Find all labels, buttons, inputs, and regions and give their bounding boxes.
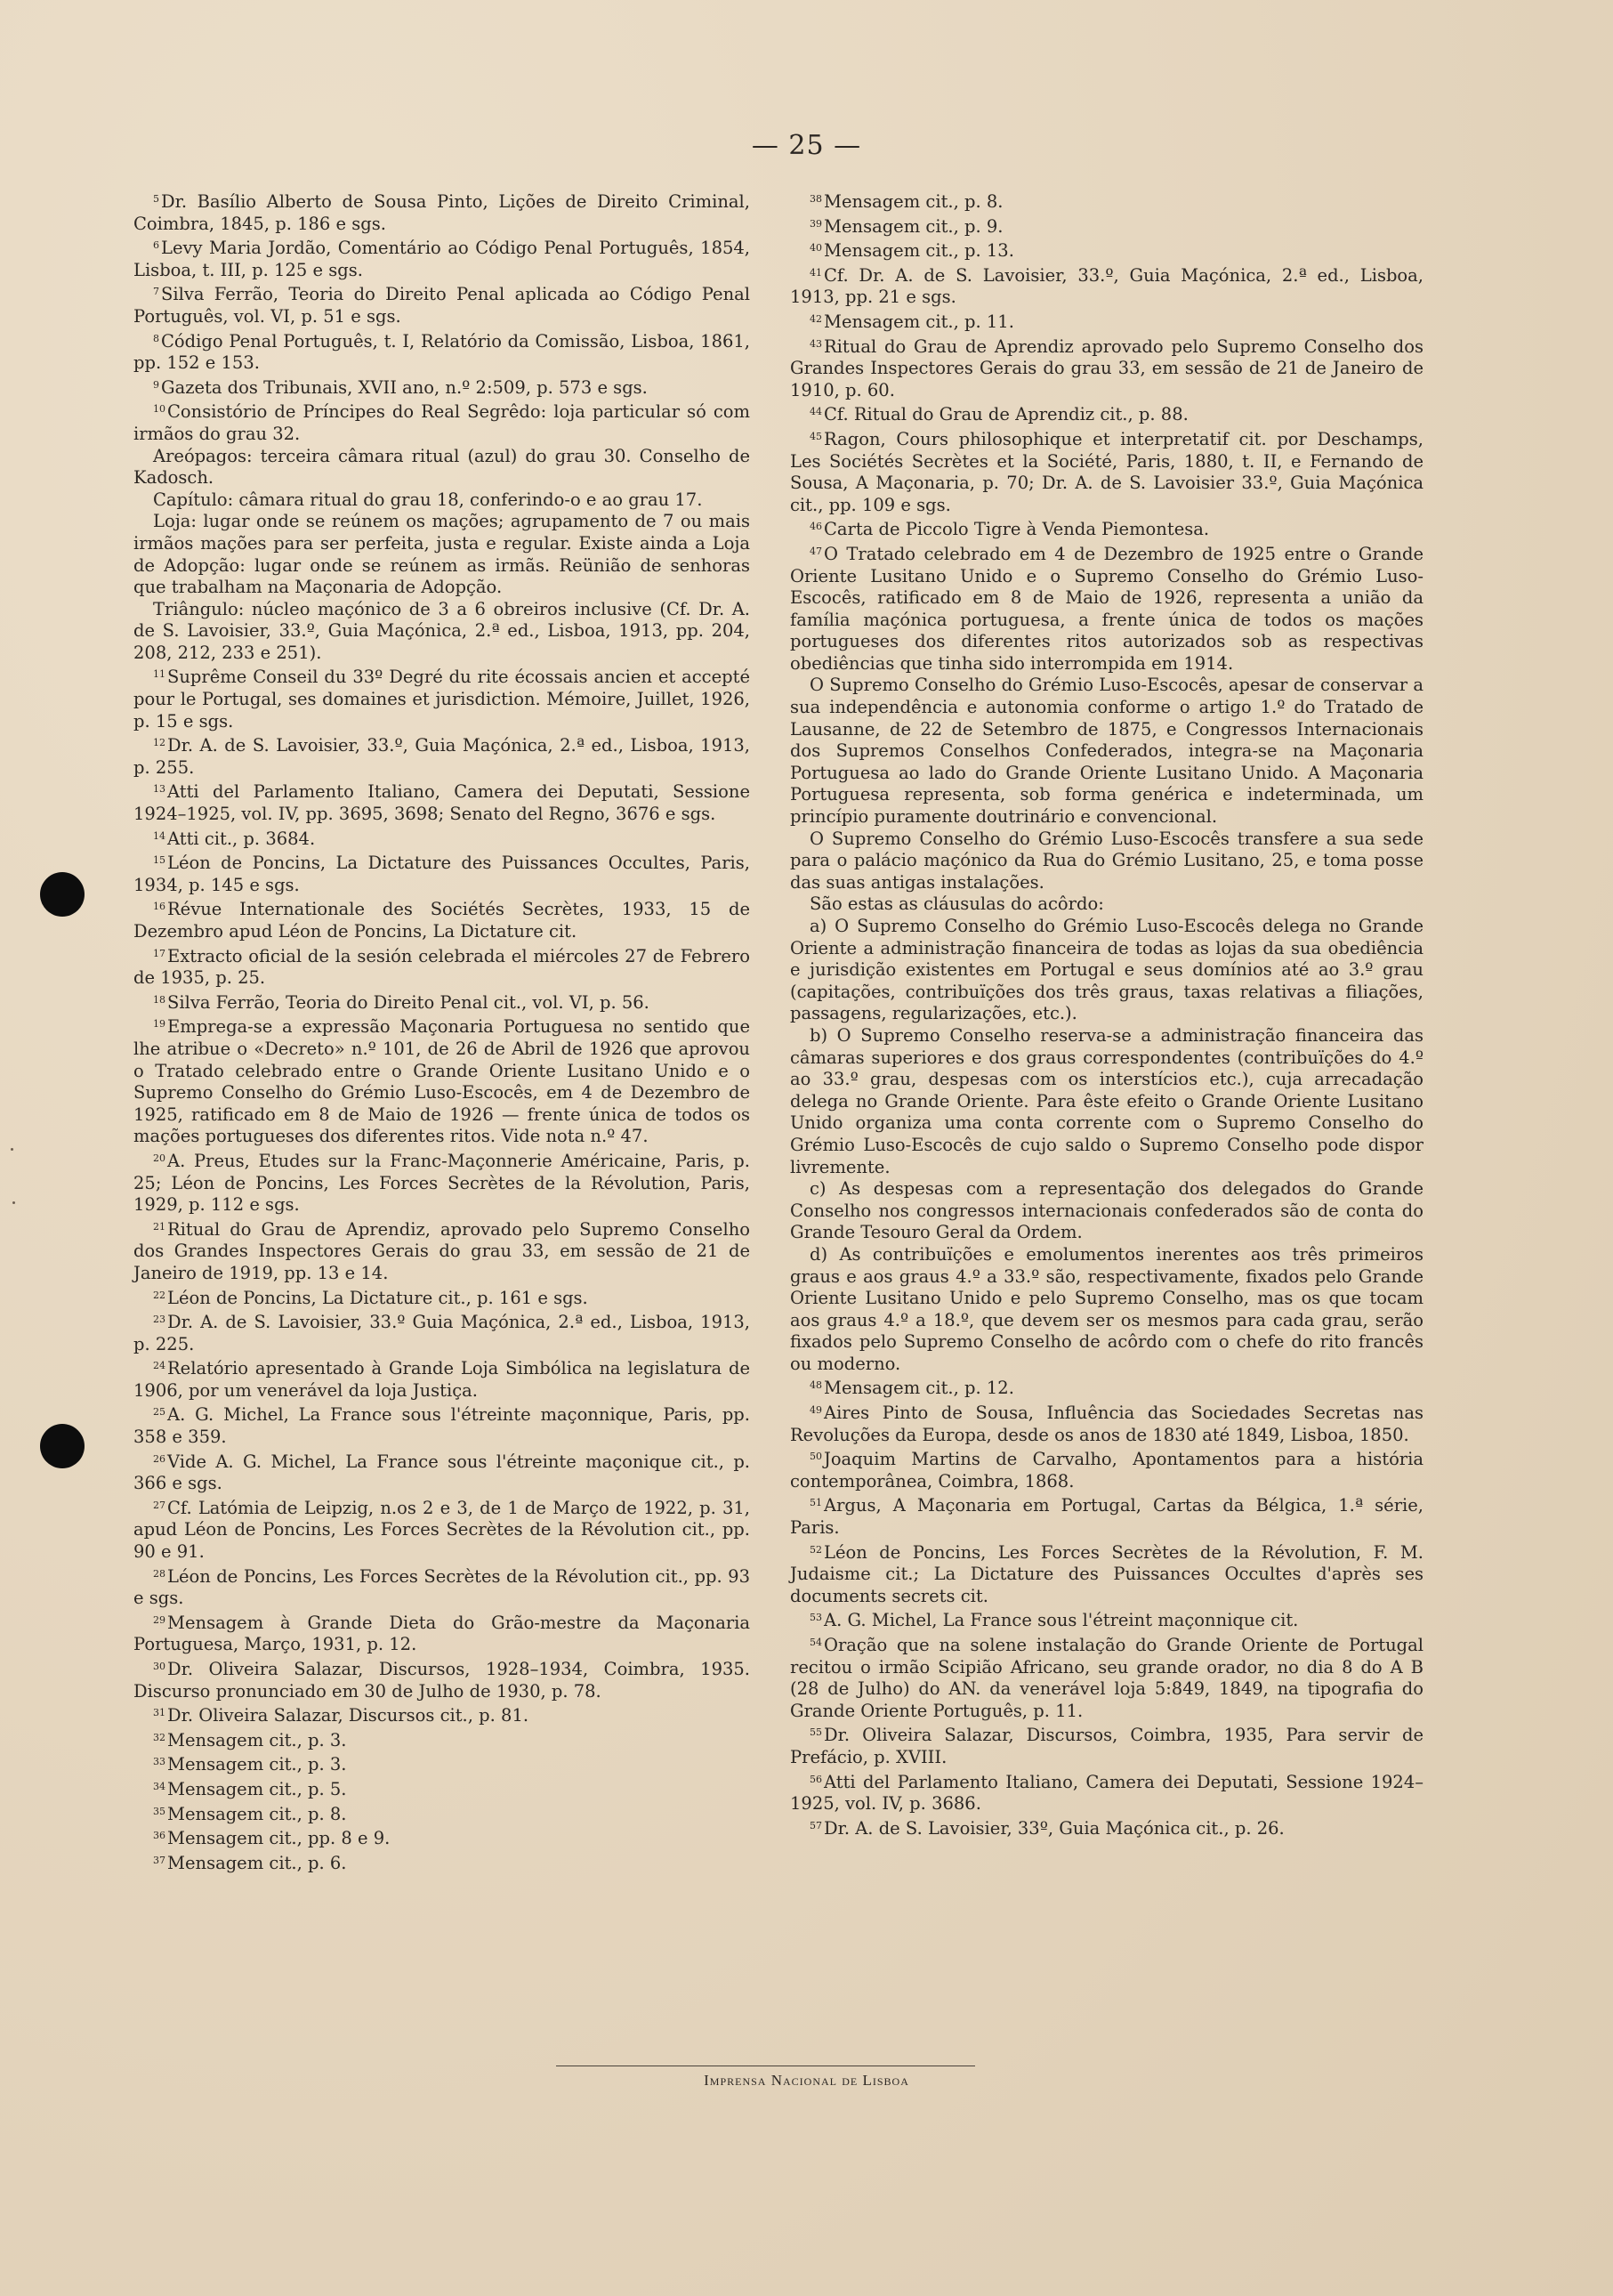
footnote-text: Silva Ferrão, Teoria do Direito Penal aplicada ao Código Penal Português, vol. VI, p. 51 e sgs. bbox=[133, 284, 750, 327]
footnote-entry bbox=[790, 1607, 1423, 1632]
footnote-number: 8 bbox=[153, 332, 159, 344]
footnote-text: Dr. A. de S. Lavoisier, 33º, Guia Maçónica cit., p. 26. bbox=[824, 1817, 1285, 1839]
footnote-number: 28 bbox=[153, 1567, 165, 1580]
footnote-text: Mensagem cit., p. 9. bbox=[824, 215, 1004, 237]
footnote-entry bbox=[133, 1656, 750, 1702]
footnote-entry bbox=[790, 1446, 1423, 1492]
footnote-entry bbox=[790, 238, 1423, 263]
footnote-text: Areópagos: terceira câmara ritual (azul) do grau 30. Conselho de Kadosch. bbox=[133, 445, 750, 489]
footnote-text: O Supremo Conselho do Grémio Luso-Escocês, apesar de conservar a sua independência e autonomia conforme o artigo 1.º do Tratado de Lausanne, de 22 de Setembro de 1875, e Congressos Internacionais dos Supremos Conselhos Confederados, integra-se na Maçonaria Portuguesa ao lado do Grande Oriente Lusitano Unido. A Maçonaria Portuguesa representa, sob forma genérica e indeterminada, um princípio puramente doutrinário e convencional. bbox=[790, 675, 1423, 828]
footnote-text: O Supremo Conselho do Grémio Luso-Escocês transfere a sua sede para o palácio maçónico da Rua do Grémio Lusitano, 25, e toma posse das suas antigas instalações. bbox=[790, 828, 1423, 893]
footnote-number: 50 bbox=[810, 1451, 822, 1463]
footnote-text: Capítulo: câmara ritual do grau 18, conferindo-o e ao grau 17. bbox=[153, 489, 703, 510]
footnote-text: Cf. Latómia de Leipzig, n.os 2 e 3, de 1 de Março de 1922, p. 31, apud Léon de Poncins, Les Forces Secrètes de la Révolution cit., pp. 90 e 91. bbox=[133, 1497, 750, 1563]
footnote-number: 15 bbox=[153, 854, 165, 867]
footnote-number: 7 bbox=[153, 286, 159, 298]
footnote-text: Révue Internationale des Sociétés Secrètes, 1933, 15 de Dezembro apud Léon de Poncins, La Dictature cit. bbox=[133, 899, 750, 942]
footnote-number: 46 bbox=[810, 521, 822, 533]
footnote-number: 14 bbox=[153, 829, 165, 842]
footnote-entry bbox=[133, 1217, 750, 1285]
footnote-text: Atti del Parlamento Italiano, Camera dei Deputati, Sessione 1924–1925, vol. IV, pp. 3695, 3698; Senato del Regno, 3676 e sgs. bbox=[133, 781, 750, 825]
footnote-entry bbox=[790, 916, 1423, 1025]
footnote-entry bbox=[790, 541, 1423, 675]
footnote-number: 38 bbox=[810, 193, 822, 205]
footnote-entry bbox=[133, 599, 750, 665]
footnote-entry bbox=[133, 446, 750, 489]
footnote-entry bbox=[790, 1375, 1423, 1400]
footnote-number: 19 bbox=[153, 1018, 165, 1031]
footnote-text: c) As despesas com a representação dos delegados do Grande Conselho nos congressos internacionais confederados são de conta do Grande Tesouro Geral da Ordem. bbox=[790, 1178, 1423, 1243]
footnote-number: 55 bbox=[810, 1726, 822, 1739]
footnote-text: Levy Maria Jordão, Comentário ao Código Penal Português, 1854, Lisboa, t. III, p. 125 e sgs. bbox=[133, 238, 750, 280]
footnote-entry bbox=[133, 1309, 750, 1355]
footnote-text: Código Penal Português, t. I, Relatório da Comissão, Lisboa, 1861, pp. 152 e 153. bbox=[133, 330, 750, 374]
page-number: — 25 — bbox=[751, 130, 862, 161]
footnote-number: 25 bbox=[153, 1406, 165, 1419]
footnote-text: Aires Pinto de Sousa, Influência das Sociedades Secretas nas Revoluções da Europa, desde os anos de 1830 até 1849, Lisboa, 1850. bbox=[790, 1403, 1423, 1445]
footnote-entry bbox=[133, 1776, 750, 1801]
footnote-entry bbox=[790, 1722, 1423, 1768]
footnote-entry bbox=[133, 1285, 750, 1310]
footnote-text: Relatório apresentado à Grande Loja Simbólica na legislatura de 1906, por um venerável da loja Justiça. bbox=[133, 1358, 750, 1401]
footnote-text: Dr. Oliveira Salazar, Discursos, Coimbra, 1935, Para servir de Prefácio, p. XVIII. bbox=[790, 1725, 1423, 1767]
footnote-number: 56 bbox=[810, 1773, 822, 1785]
footnote-entry bbox=[133, 189, 750, 235]
footnote-text: Consistório de Príncipes do Real Segrêdo: loja particular só com irmãos do grau 32. bbox=[133, 401, 750, 444]
footnote-entry bbox=[133, 1610, 750, 1656]
footnote-entry bbox=[133, 990, 750, 1015]
footnote-text: Joaquim Martins de Carvalho, Apontamentos para a história contemporânea, Coimbra, 1868. bbox=[790, 1449, 1423, 1492]
footnote-entry bbox=[133, 489, 750, 512]
footnote-entry bbox=[133, 1751, 750, 1776]
footnote-number: 11 bbox=[153, 668, 165, 681]
footnote-text: Léon de Poncins, La Dictature des Puissances Occultes, Paris, 1934, p. 145 e sgs. bbox=[133, 853, 750, 895]
footnote-text: Ritual do Grau de Aprendiz, aprovado pelo Supremo Conselho dos Grandes Inspectores Gerais do grau 33, em sessão de 21 de Janeiro de 1919, pp. 13 e 14. bbox=[133, 1218, 750, 1283]
footnote-text: Extracto oficial de la sesión celebrada el miércoles 27 de Febrero de 1935, p. 25. bbox=[133, 945, 750, 989]
footnote-entry bbox=[133, 1355, 750, 1402]
footnote-number: 9 bbox=[153, 378, 159, 391]
footnote-text: Suprême Conseil du 33º Degré du rite écossais ancien et accepté pour le Portugal, ses domaines et jurisdiction. Mémoire, Juillet, 1926, p. 15 e sgs. bbox=[133, 667, 750, 732]
footnote-number: 32 bbox=[153, 1731, 165, 1743]
footnote-number: 39 bbox=[810, 217, 822, 230]
footnote-entry bbox=[790, 309, 1423, 334]
footnote-text: Mensagem cit., p. 3. bbox=[167, 1729, 347, 1750]
paper-speck bbox=[11, 1148, 13, 1151]
footnote-entry bbox=[133, 1702, 750, 1727]
footnote-text: Mensagem cit., pp. 8 e 9. bbox=[167, 1828, 391, 1849]
footnote-text: Mensagem cit., p. 3. bbox=[167, 1754, 347, 1775]
footnote-number: 29 bbox=[153, 1613, 165, 1626]
footnote-text: Mensagem cit., p. 8. bbox=[824, 191, 1004, 212]
footnote-text: Léon de Poncins, Les Forces Secrètes de la Révolution, F. M. Judaisme cit.; La Dictature des Puissances Occultes d'après ses documents secrets cit. bbox=[790, 1541, 1423, 1606]
footnote-text: Atti cit., p. 3684. bbox=[167, 828, 316, 849]
footnote-number: 13 bbox=[153, 783, 165, 796]
footnote-entry bbox=[790, 401, 1423, 426]
footnote-number: 6 bbox=[153, 239, 159, 252]
footnote-text: Cf. Dr. A. de S. Lavoisier, 33.º, Guia Maçónica, 2.ª ed., Lisboa, 1913, pp. 21 e sgs. bbox=[790, 264, 1423, 308]
footnote-text: Ragon, Cours philosophique et interpretatif cit. por Deschamps, Les Sociétés Secrètes et la Société, Paris, 1880, t. II, e Fernando de Sousa, A Maçonaria, p. 70; Dr. A. de S. Lavoisier 33.º, Guia Maçónica cit., pp. 109 e sgs. bbox=[790, 428, 1423, 515]
footnote-entry bbox=[133, 511, 750, 598]
footnote-number: 18 bbox=[153, 993, 165, 1006]
footnote-entry bbox=[133, 896, 750, 942]
footnote-number: 44 bbox=[810, 406, 822, 418]
footnote-entry bbox=[790, 1815, 1423, 1840]
footnote-text: A. Preus, Etudes sur la Franc-Maçonnerie Américaine, Paris, p. 25; Léon de Poncins, Les Forces Secrètes de la Révolution, Paris, 1929, p. 112 e sgs. bbox=[133, 1150, 750, 1216]
footnote-number: 51 bbox=[810, 1497, 822, 1509]
footnote-entry bbox=[133, 1148, 750, 1217]
footnote-text: Argus, A Maçonaria em Portugal, Cartas da Bélgica, 1.ª série, Paris. bbox=[790, 1495, 1423, 1539]
footnote-text: Silva Ferrão, Teoria do Direito Penal cit., vol. VI, p. 56. bbox=[167, 991, 649, 1013]
footnote-number: 10 bbox=[153, 403, 165, 416]
footnote-text: Mensagem cit., p. 13. bbox=[824, 240, 1014, 262]
footnote-entry bbox=[133, 826, 750, 851]
footnote-entry bbox=[133, 1495, 750, 1564]
footnote-number: 31 bbox=[153, 1707, 165, 1719]
footnote-text: Cf. Ritual do Grau de Aprendiz cit., p. 88. bbox=[824, 404, 1189, 425]
footnote-number: 22 bbox=[153, 1289, 165, 1301]
footnote-entry bbox=[133, 375, 750, 400]
footnote-text: A. G. Michel, La France sous l'étreinte maçonnique, Paris, pp. 358 e 359. bbox=[133, 1404, 750, 1448]
footnote-number: 27 bbox=[153, 1499, 165, 1511]
footnote-entry bbox=[133, 1014, 750, 1148]
footnote-entry bbox=[790, 829, 1423, 894]
footnote-entry bbox=[790, 1178, 1423, 1244]
footnote-text: Triângulo: núcleo maçónico de 3 a 6 obreiros inclusive (Cf. Dr. A. de S. Lavoisier, 33.º, Guia Maçónica, 2.ª ed., Lisboa, 1913, pp. 204, 208, 212, 233 e 251). bbox=[133, 598, 750, 663]
footnote-entry bbox=[790, 1244, 1423, 1376]
footnote-entry bbox=[133, 399, 750, 445]
footnote-entry bbox=[790, 189, 1423, 214]
footnote-entry bbox=[790, 334, 1423, 402]
footnote-text: Mensagem cit., p. 11. bbox=[824, 311, 1014, 332]
footnote-number: 43 bbox=[810, 337, 822, 350]
footnote-text: Loja: lugar onde se reúnem os mações; agrupamento de 7 ou mais irmãos mações para ser perfeita, justa e regular. Existe ainda a Loja de Adopção: lugar onde se reúnem as irmãs. Reünião de senhoras que trabalham na Maçonaria de Adopção. bbox=[133, 511, 750, 598]
printer-imprint: Imprensa Nacional de Lisboa bbox=[704, 2072, 909, 2089]
footnote-entry bbox=[790, 1025, 1423, 1178]
footnote-text: São estas as cláusulas do acôrdo: bbox=[810, 893, 1104, 915]
footnote-number: 57 bbox=[810, 1819, 822, 1831]
footnote-number: 12 bbox=[153, 737, 165, 749]
footnote-text: Carta de Piccolo Tigre à Venda Piemontesa. bbox=[824, 519, 1210, 540]
footnote-text: Emprega-se a expressão Maçonaria Portuguesa no sentido que lhe atribue o «Decreto» n.º 101, de 26 de Abril de 1926 que aprovou o Tratado celebrado entre o Grande Oriente Lusitano Unido e o Supremo Conselho do Grémio Luso-Escocês, em 4 de Dezembro de 1925, ratificado em 8 de Maio de 1926 — frente única de todos os mações portugueses dos diferentes ritos. Vide nota n.º 47. bbox=[133, 1016, 750, 1147]
footnote-entry bbox=[133, 664, 750, 732]
footnote-entry bbox=[133, 1727, 750, 1752]
footnote-number: 41 bbox=[810, 266, 822, 279]
footnote-entry bbox=[790, 893, 1423, 916]
footnote-number: 49 bbox=[810, 1404, 822, 1417]
footnote-number: 17 bbox=[153, 947, 165, 959]
footnote-text: Léon de Poncins, La Dictature cit., p. 161 e sgs. bbox=[167, 1287, 588, 1308]
footnote-entry bbox=[790, 516, 1423, 541]
footnote-entry bbox=[133, 732, 750, 779]
footnote-entry bbox=[133, 850, 750, 896]
footnote-entry bbox=[790, 1492, 1423, 1539]
footnote-number: 47 bbox=[810, 545, 822, 557]
footnote-entry bbox=[790, 426, 1423, 516]
footnote-number: 23 bbox=[153, 1314, 165, 1326]
footnote-text: Mensagem cit., p. 8. bbox=[167, 1803, 347, 1824]
footnote-number: 16 bbox=[153, 901, 165, 913]
footnote-entry bbox=[790, 1632, 1423, 1722]
footnote-text: Dr. Oliveira Salazar, Discursos, 1928–1934, Coimbra, 1935. Discurso pronunciado em 30 de Julho de 1930, p. 78. bbox=[133, 1659, 750, 1702]
footnote-number: 37 bbox=[153, 1854, 165, 1866]
footnote-number: 30 bbox=[153, 1661, 165, 1672]
footnote-number: 52 bbox=[810, 1543, 822, 1556]
footnote-number: 40 bbox=[810, 242, 822, 255]
footnote-text: Dr. Oliveira Salazar, Discursos cit., p. 81. bbox=[167, 1705, 529, 1726]
footnote-number: 20 bbox=[153, 1152, 165, 1164]
footnote-text: a) O Supremo Conselho do Grémio Luso-Escocês delega no Grande Oriente a administração financeira de todas as lojas da sua obediência e jurisdição existentes em Portugal e seus domínios até ao 3.º grau (capitações, contribuïções dos três graus, taxas relativas a filiações, passagens, regularizações, etc.). bbox=[790, 916, 1423, 1024]
footnote-entry bbox=[790, 263, 1423, 309]
footnote-entry bbox=[133, 328, 750, 375]
footnote-entry bbox=[790, 1400, 1423, 1446]
footnote-text: Dr. Basílio Alberto de Sousa Pinto, Lições de Direito Criminal, Coimbra, 1845, p. 186 e sgs. bbox=[133, 191, 750, 234]
footnote-entry bbox=[133, 1449, 750, 1495]
footnote-entry bbox=[133, 779, 750, 825]
footnote-number: 53 bbox=[810, 1612, 822, 1624]
footnote-text: Léon de Poncins, Les Forces Secrètes de la Révolution cit., pp. 93 e sgs. bbox=[133, 1565, 750, 1609]
footnote-number: 36 bbox=[153, 1830, 165, 1842]
footnote-text: Mensagem cit., p. 5. bbox=[167, 1778, 347, 1799]
footnote-text: Mensagem cit., p. 6. bbox=[167, 1852, 347, 1873]
footnote-text: Mensagem cit., p. 12. bbox=[824, 1378, 1014, 1399]
footnote-entry bbox=[790, 1769, 1423, 1815]
footnote-text: b) O Supremo Conselho reserva-se a administração financeira das câmaras superiores e dos graus correspondentes (contribuïções do 4.º ao 33.º grau, despesas com os interstícios etc.), cuja arrecadação delega no Grande Oriente. Para êste efeito o Grande Oriente Lusitano Unido organiza uma conta corrente com o Supremo Conselho do Grémio Luso-Escocês de cujo saldo o Supremo Conselho pode dispor livremente. bbox=[790, 1024, 1423, 1177]
footnote-text: Vide A. G. Michel, La France sous l'étreinte maçonique cit., p. 366 e sgs. bbox=[133, 1451, 750, 1494]
footnote-entry bbox=[790, 675, 1423, 828]
footnote-entry bbox=[133, 1564, 750, 1610]
footnote-text: Oração que na solene instalação do Grande Oriente de Portugal recitou o irmão Scipião Africano, seu grande orador, no dia 8 do A B (28 de Julho) do AN. da venerável loja 5:849, 1849, na tipografia do Grande Oriente Português, p. 11. bbox=[790, 1635, 1423, 1721]
footnote-entry bbox=[790, 1540, 1423, 1608]
footnote-entry bbox=[133, 943, 750, 990]
footnotes-right-column bbox=[790, 189, 1423, 1839]
footnote-entry bbox=[133, 1825, 750, 1850]
footnote-text: Atti del Parlamento Italiano, Camera dei Deputati, Sessione 1924–1925, vol. IV, p. 3686. bbox=[790, 1771, 1423, 1815]
binder-hole-bottom bbox=[40, 1424, 85, 1468]
footnotes-left-column bbox=[133, 189, 750, 1874]
footnote-number: 34 bbox=[153, 1780, 165, 1792]
footnote-entry bbox=[133, 1850, 750, 1875]
footnote-number: 5 bbox=[153, 193, 159, 205]
footnote-text: Mensagem à Grande Dieta do Grão-mestre da Maçonaria Portuguesa, Março, 1931, p. 12. bbox=[133, 1612, 750, 1655]
footnote-entry bbox=[133, 281, 750, 327]
footnote-text: Gazeta dos Tribunais, XVII ano, n.º 2:509, p. 573 e sgs. bbox=[161, 376, 648, 398]
footnote-number: 54 bbox=[810, 1637, 822, 1648]
footnote-number: 24 bbox=[153, 1360, 165, 1372]
footnote-number: 48 bbox=[810, 1379, 822, 1392]
footnote-text: A. G. Michel, La France sous l'étreint maçonnique cit. bbox=[824, 1610, 1299, 1631]
footnote-entry bbox=[133, 1801, 750, 1826]
footnote-text: Ritual do Grau de Aprendiz aprovado pelo Supremo Conselho dos Grandes Inspectores Gerais do grau 33, em sessão de 21 de Janeiro de 1910, p. 60. bbox=[790, 336, 1423, 400]
binder-hole-top bbox=[40, 872, 85, 917]
footnote-text: Dr. A. de S. Lavoisier, 33.º, Guia Maçónica, 2.ª ed., Lisboa, 1913, p. 255. bbox=[133, 735, 750, 778]
footnote-entry bbox=[133, 1402, 750, 1448]
footnote-number: 45 bbox=[810, 430, 822, 442]
footnote-text: O Tratado celebrado em 4 de Dezembro de 1925 entre o Grande Oriente Lusitano Unido e o Supremo Conselho do Grémio Luso-Escocês, ratificado em 8 de Maio de 1926, representa a união da família maçónica portuguesa, a frente única de todos os mações portugueses dos diferentes ritos autorizados sob as respectivas obediências que tinha sido interrompida em 1914. bbox=[790, 543, 1423, 674]
footnote-number: 42 bbox=[810, 312, 822, 325]
footnote-text: Dr. A. de S. Lavoisier, 33.º Guia Maçónica, 2.ª ed., Lisboa, 1913, p. 225. bbox=[133, 1312, 750, 1354]
footnote-entry bbox=[790, 214, 1423, 238]
footnote-entry bbox=[133, 235, 750, 281]
footnote-number: 21 bbox=[153, 1220, 165, 1233]
paper-speck bbox=[12, 1201, 15, 1204]
footnote-number: 33 bbox=[153, 1756, 165, 1768]
footnote-number: 35 bbox=[153, 1805, 165, 1817]
footnote-text: d) As contribuïções e emolumentos inerentes aos três primeiros graus e aos graus 4.º a 33.º são, respectivamente, fixados pelo Grande Oriente Lusitano Unido e pelo Supremo Conselho, mas os que tocam aos graus 4.º a 18.º, que devem ser os mesmos para cada grau, serão fixados pelo Supremo Conselho de acôrdo com o chefe do rito francês ou moderno. bbox=[790, 1243, 1423, 1374]
footnote-number: 26 bbox=[153, 1452, 165, 1465]
